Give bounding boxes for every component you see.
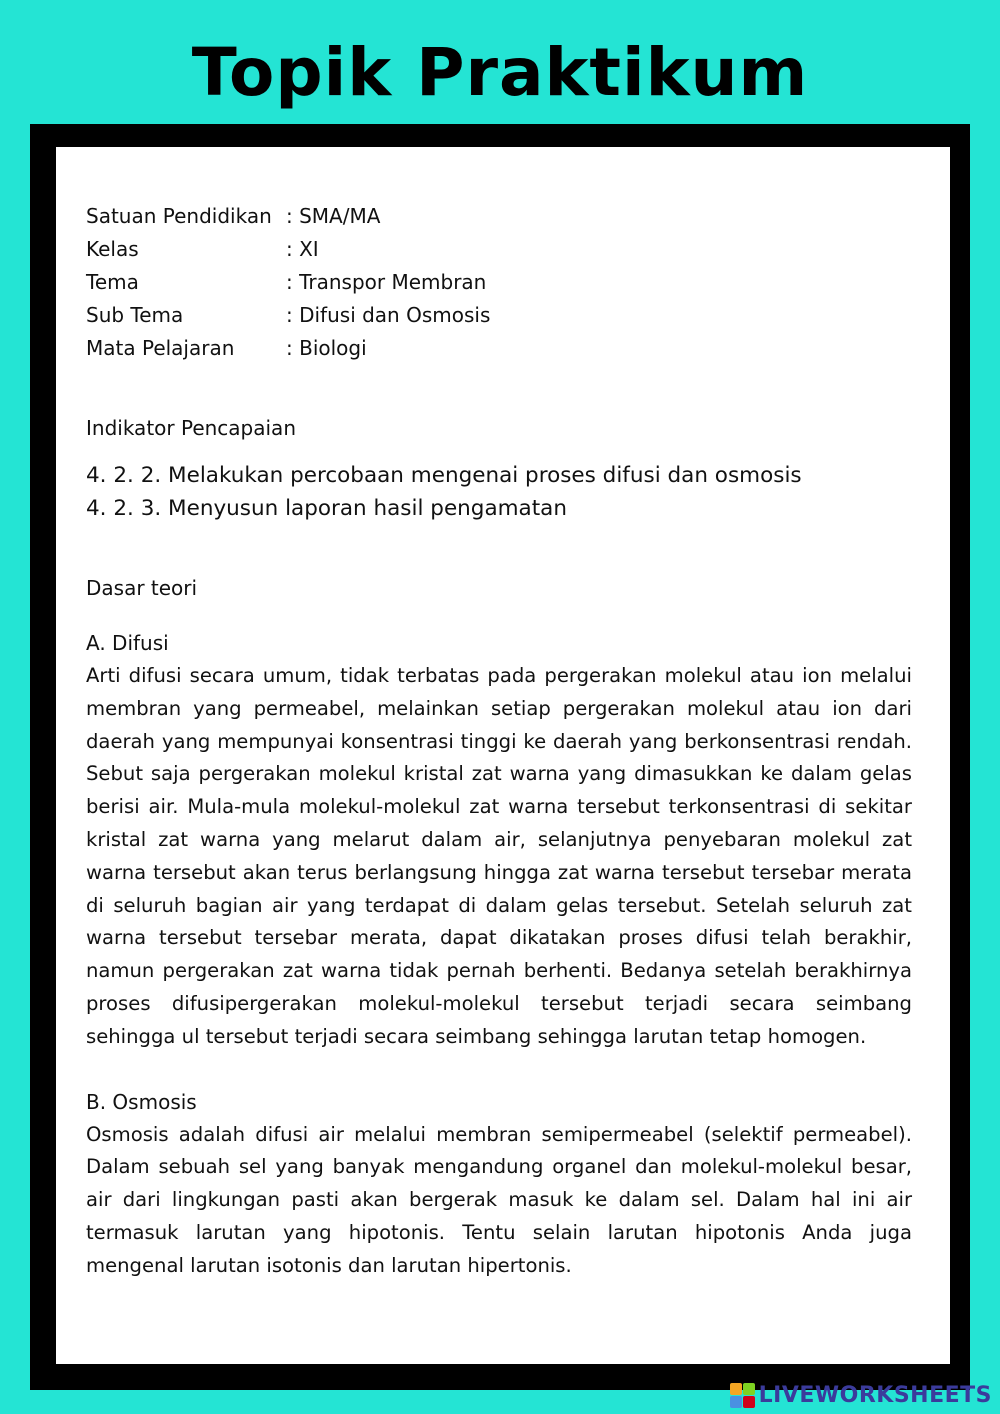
watermark-text: LIVEWORKSHEETS [758,1383,992,1408]
meta-label: Tema [86,270,139,294]
liveworksheets-logo [730,1383,992,1408]
meta-table [86,200,912,365]
meta-value: : Transpor Membran [286,270,487,294]
diffusion-heading: A. Difusi [86,631,169,655]
meta-row-mata-pelajaran [86,332,912,365]
meta-label: Kelas [86,237,139,261]
diffusion-paragraph: Arti difusi secara umum, tidak terbatas pada pergerakan molekul atau ion melalui membran yang permeabel, melainkan setiap pergerakan molekul atau ion dari daerah yang mempunyai konsentrasi tinggi ke daerah yang berkonsentrasi rendah. Sebut saja pergerakan molekul kristal zat warna yang dimasukkan ke dalam gelas berisi air. Mula-mula molekul-molekul zat warna tersebut terkonsentrasi di sekitar kristal zat warna yang melarut dalam air, selanjutnya penyebaran molekul zat warna tersebut akan terus berlangsung hingga zat warna tersebut tersebar merata di seluruh bagian air yang terdapat di dalam gelas tersebut. Setelah seluruh zat warna tersebut tersebar merata, dapat dikatakan proses difusi telah berakhir, namun pergerakan zat warna tidak pernah berhenti. Bedanya setelah berakhirnya proses difusipergerakan molekul-molekul tersebut terjadi secara seimbang sehingga ul tersebut terjadi secara seimbang sehingga larutan tetap homogen. [86,664,912,1048]
meta-value: : Difusi dan Osmosis [286,303,491,327]
liveworksheets-logo-icon [730,1383,755,1408]
indicator-list [86,459,912,525]
theory-heading: Dasar teori [86,576,198,600]
page-title: Topik Praktikum [191,34,809,111]
meta-label: Mata Pelajaran [86,336,235,360]
list-item: 4. 2. 2. Melakukan percobaan mengenai proses difusi dan osmosis [86,463,802,488]
meta-row-kelas [86,233,912,266]
osmosis-paragraph: Osmosis adalah difusi air melalui membran semipermeabel (selektif permeabel). Dalam sebuah sel yang banyak mengandung organel dan molekul-molekul besar, air dari lingkungan pasti akan bergerak masuk ke dalam sel. Dalam hal ini air termasuk larutan yang hipotonis. Tentu selain larutan hipotonis Anda juga mengenal larutan isotonis dan larutan hipertonis. [86,1122,912,1277]
meta-value: : SMA/MA [286,204,381,228]
osmosis-heading: B. Osmosis [86,1089,197,1114]
meta-row-sub-tema [86,299,912,332]
meta-label: Sub Tema [86,303,184,327]
meta-label: Satuan Pendidikan [86,204,272,228]
meta-row-tema [86,266,912,299]
meta-value: : Biologi [286,336,367,360]
meta-row-satuan-pendidikan [86,200,912,233]
list-item: 4. 2. 3. Menyusun laporan hasil pengamatan [86,496,567,521]
document-content [86,200,912,1283]
indicators-heading: Indikator Pencapaian [86,416,296,440]
meta-value: : XI [286,237,319,261]
